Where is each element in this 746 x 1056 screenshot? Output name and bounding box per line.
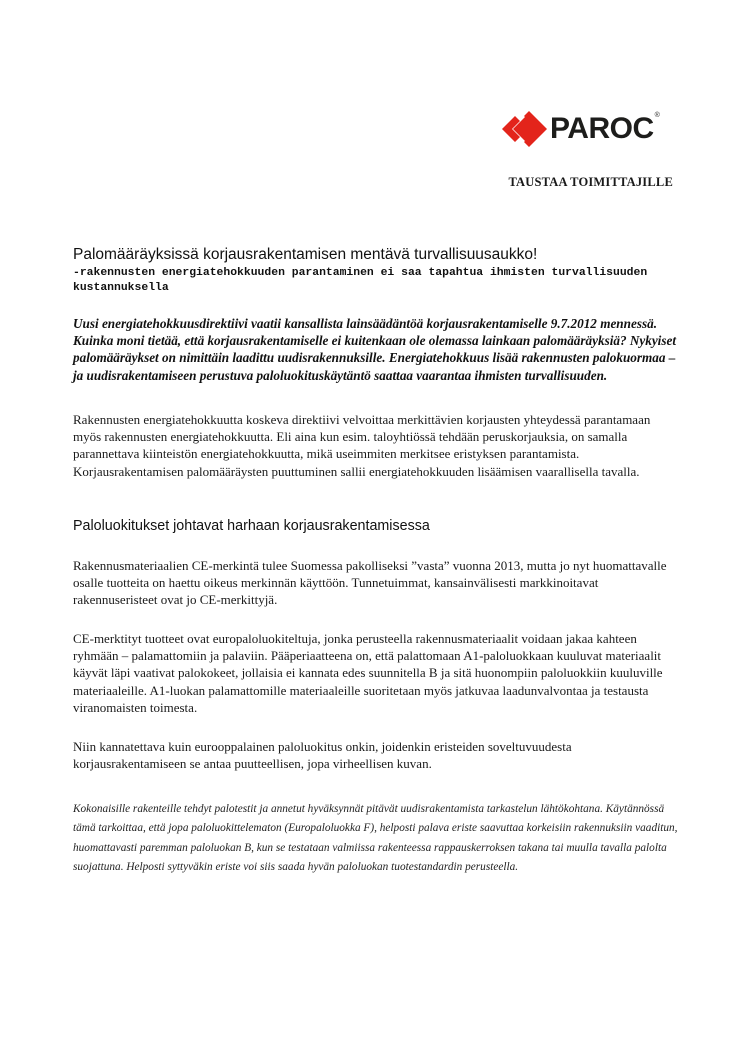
logo-text: PAROC <box>550 112 654 145</box>
section-label: TAUSTAA TOIMITTAJILLE <box>508 175 673 189</box>
italic-note: Kokonaisille rakenteille tehdyt palotestit ja annetut hyväksynnät pitävät uudisrakentamista tarkastelun lähtökohtana. Käytännössä tämä tarkoittaa, että jopa paloluokittelematon (Europaloluokka F), helposti palava eriste saavuttaa korkeisiin rakennuksiin vaaditun, huomattavasti paremman paloluokan B, kun se testataan valmiissa rakenteessa rappauskerroksen takana tai muulla tavalla palolta suojattuna. Helposti syttyväkin eriste voi siis saada hyvän paloluokan tuotestandardin perusteella. <box>73 803 678 874</box>
lead-paragraph: Uusi energiatehokkuusdirektiivi vaatii kansallista lainsäädäntöä korjausrakentamiselle 9.7.2012 mennessä. Kuinka moni tietää, että korjausrakentamiselle ei kuitenkaan ole olemassa lainkaan palomääräyksiä? Nykyiset palomääräykset on nimittäin laadittu uudisrakennuksille. Energiatehokkuus lisää rakennusten palokuormaa – ja uudisrakentamiseen perustuva paloluokituskäytäntö saattaa vaarantaa ihmisten turvallisuuden. <box>73 316 676 383</box>
registered-mark: ® <box>654 112 660 119</box>
paroc-logo <box>502 110 680 148</box>
body-paragraph-1: Rakennusten energiatehokkuutta koskeva direktiivi velvoittaa merkittävien korjausten yhteydessä parantamaan myös rakennusten energiatehokkuutta. Eli aina kun esim. taloyhtiössä tehdään peruskorjauksia, on samalla parannettava kiinteistön energiatehokkuutta, mikä useimmiten merkitsee eristyksen parantamista. Korjausrakentamisen palomääräysten puuttuminen sallii energiatehokkuuden lisäämisen vaarallisella tavalla. <box>73 412 651 479</box>
section-heading: Paloluokitukset johtavat harhaan korjausrakentamisessa <box>73 518 430 534</box>
subtitle: -rakennusten energiatehokkuuden parantaminen ei saa tapahtua ihmisten turvallisuuden kustannuksella <box>73 267 648 294</box>
body-paragraph-3: CE-merktityt tuotteet ovat europaloluokiteltuja, jonka perusteella rakennusmateriaalit voidaan jakaa kahteen ryhmään – palamattomiin ja palaviin. Pääperiaatteena on, että palattomaan A1-paloluokkaan kuuluvat materiaalit käyvät läpi vaativat palokokeet, jollaisia ei kannata edes suunnitella B ja sitä huonompiin paloluokkiin kuuluville materiaaleille. A1-luokan palamattomille materiaaleille suoritetaan myös jatkuvaa laadunvalvontaa ja testausta viranomaisten toimesta. <box>73 631 663 715</box>
body-paragraph-2: Rakennusmateriaalien CE-merkintä tulee Suomessa pakolliseksi ”vasta” vuonna 2013, mutta jo nyt huomattavalle osalle tuotteita on haettu oikeus merkinnän käyttöön. Tunnetuimmat, kansainvälisesti markkinoitavat rakennuseristeet ovat jo CE-merkittyjä. <box>73 558 667 608</box>
paroc-diamond-logo-icon <box>502 110 548 148</box>
body-paragraph-4: Niin kannatettava kuin eurooppalainen paloluokitus onkin, joidenkin eristeiden soveltuvuudesta korjausrakentamiseen se antaa puutteellisen, jopa virheellisen kuvan. <box>73 739 572 772</box>
page-title: Palomääräyksissä korjausrakentamisen mentävä turvallisuusaukko! <box>73 246 538 263</box>
